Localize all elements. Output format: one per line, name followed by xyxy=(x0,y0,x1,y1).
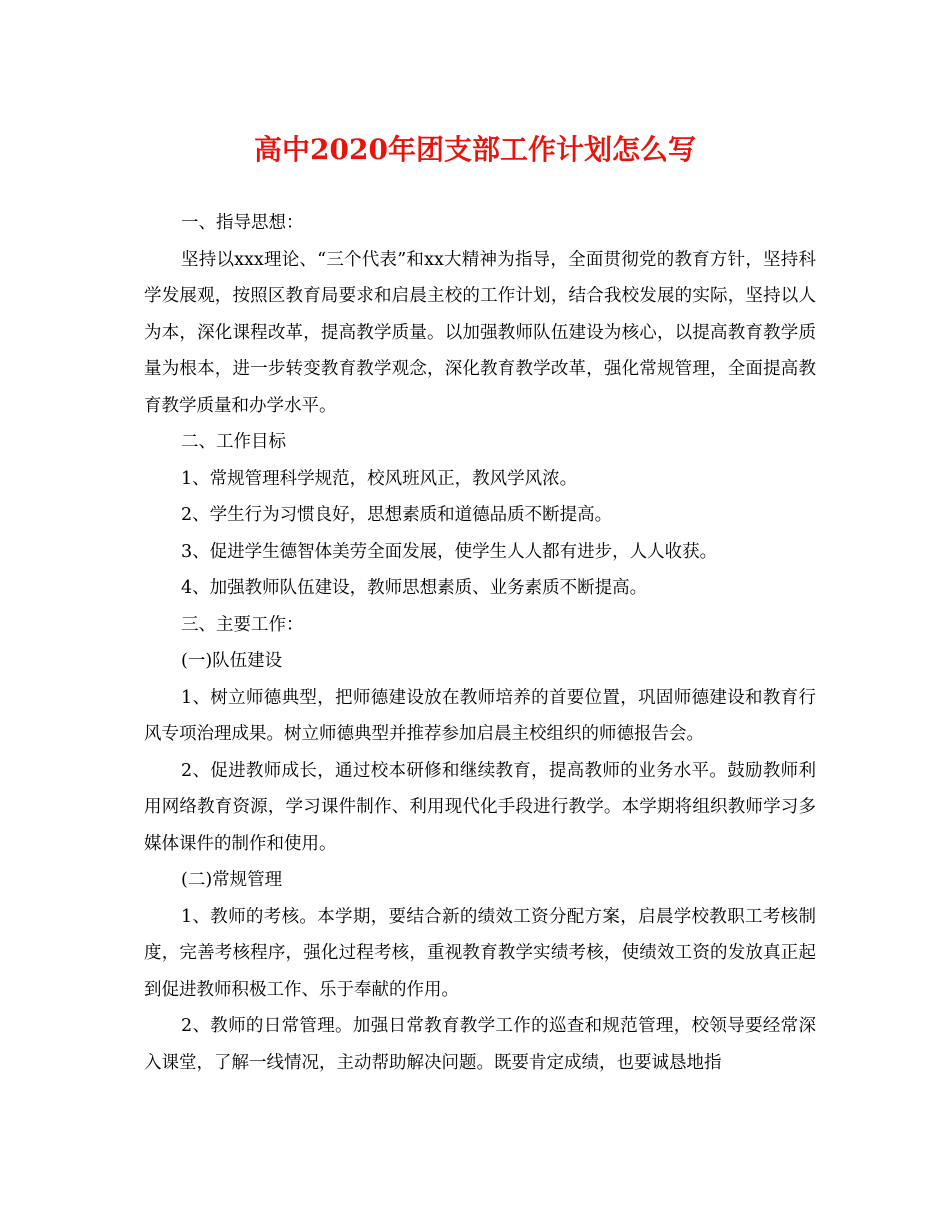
document-body xyxy=(144,205,816,1081)
paragraph-guiding-ideology: 坚持以xxx理论、“三个代表”和xx大精神为指导，全面贯彻党的教育方针，坚持科学发展观，按照区教育局要求和启晨主校的工作计划，结合我校发展的实际，坚持以人为本，深化课程改革，提高教学质量。以加强教师队伍建设为核心，以提高教育教学质量为根本，进一步转变教育教学观念，深化教育教学改革，强化常规管理，全面提高教育教学质量和办学水平。 xyxy=(144,249,816,416)
routine-management-item-2: 2、教师的日常管理。加强日常教育教学工作的巡查和规范管理，校领导要经常深入课堂，了解一线情况，主动帮助解决问题。既要肯定成绩，也要诚恳地指 xyxy=(144,1016,816,1073)
document-title: 高中2020年团支部工作计划怎么写 xyxy=(254,133,696,166)
goal-item-4: 4、加强教师队伍建设，教师思想素质、业务素质不断提高。 xyxy=(181,578,648,598)
section-heading-guiding-ideology: 一、指导思想： xyxy=(181,213,304,233)
goal-item-1: 1、常规管理科学规范，校风班风正，教风学风浓。 xyxy=(181,468,578,489)
routine-management-item-1: 1、教师的考核。本学期，要结合新的绩效工资分配方案，启晨学校教职工考核制度，完善考核程序，强化过程考核，重视教育教学实绩考核，使绩效工资的发放真正起到促进教师积极工作、乐于奉献的作用。 xyxy=(144,906,816,1000)
goal-item-2: 2、学生行为习惯良好，思想素质和道德品质不断提高。 xyxy=(181,505,613,525)
subsection-heading-team-building: (一)队伍建设 xyxy=(181,651,283,671)
team-building-item-1: 1、树立师德典型，把师德建设放在教师培养的首要位置，巩固师德建设和教育行风专项治理成果。树立师德典型并推荐参加启晨主校组织的师德报告会。 xyxy=(144,687,816,744)
section-heading-main-work: 三、主要工作： xyxy=(181,614,304,635)
subsection-heading-routine-management: (二)常规管理 xyxy=(181,870,283,890)
team-building-item-2: 2、促进教师成长，通过校本研修和继续教育，提高教师的业务水平。鼓励教师利用网络教育资源，学习课件制作、利用现代化手段进行教学。本学期将组织教师学习多媒体课件的制作和使用。 xyxy=(144,760,816,854)
goal-item-3: 3、促进学生德智体美劳全面发展，使学生人人都有进步，人人收获。 xyxy=(181,541,718,562)
section-heading-work-goals: 二、工作目标 xyxy=(181,432,286,452)
